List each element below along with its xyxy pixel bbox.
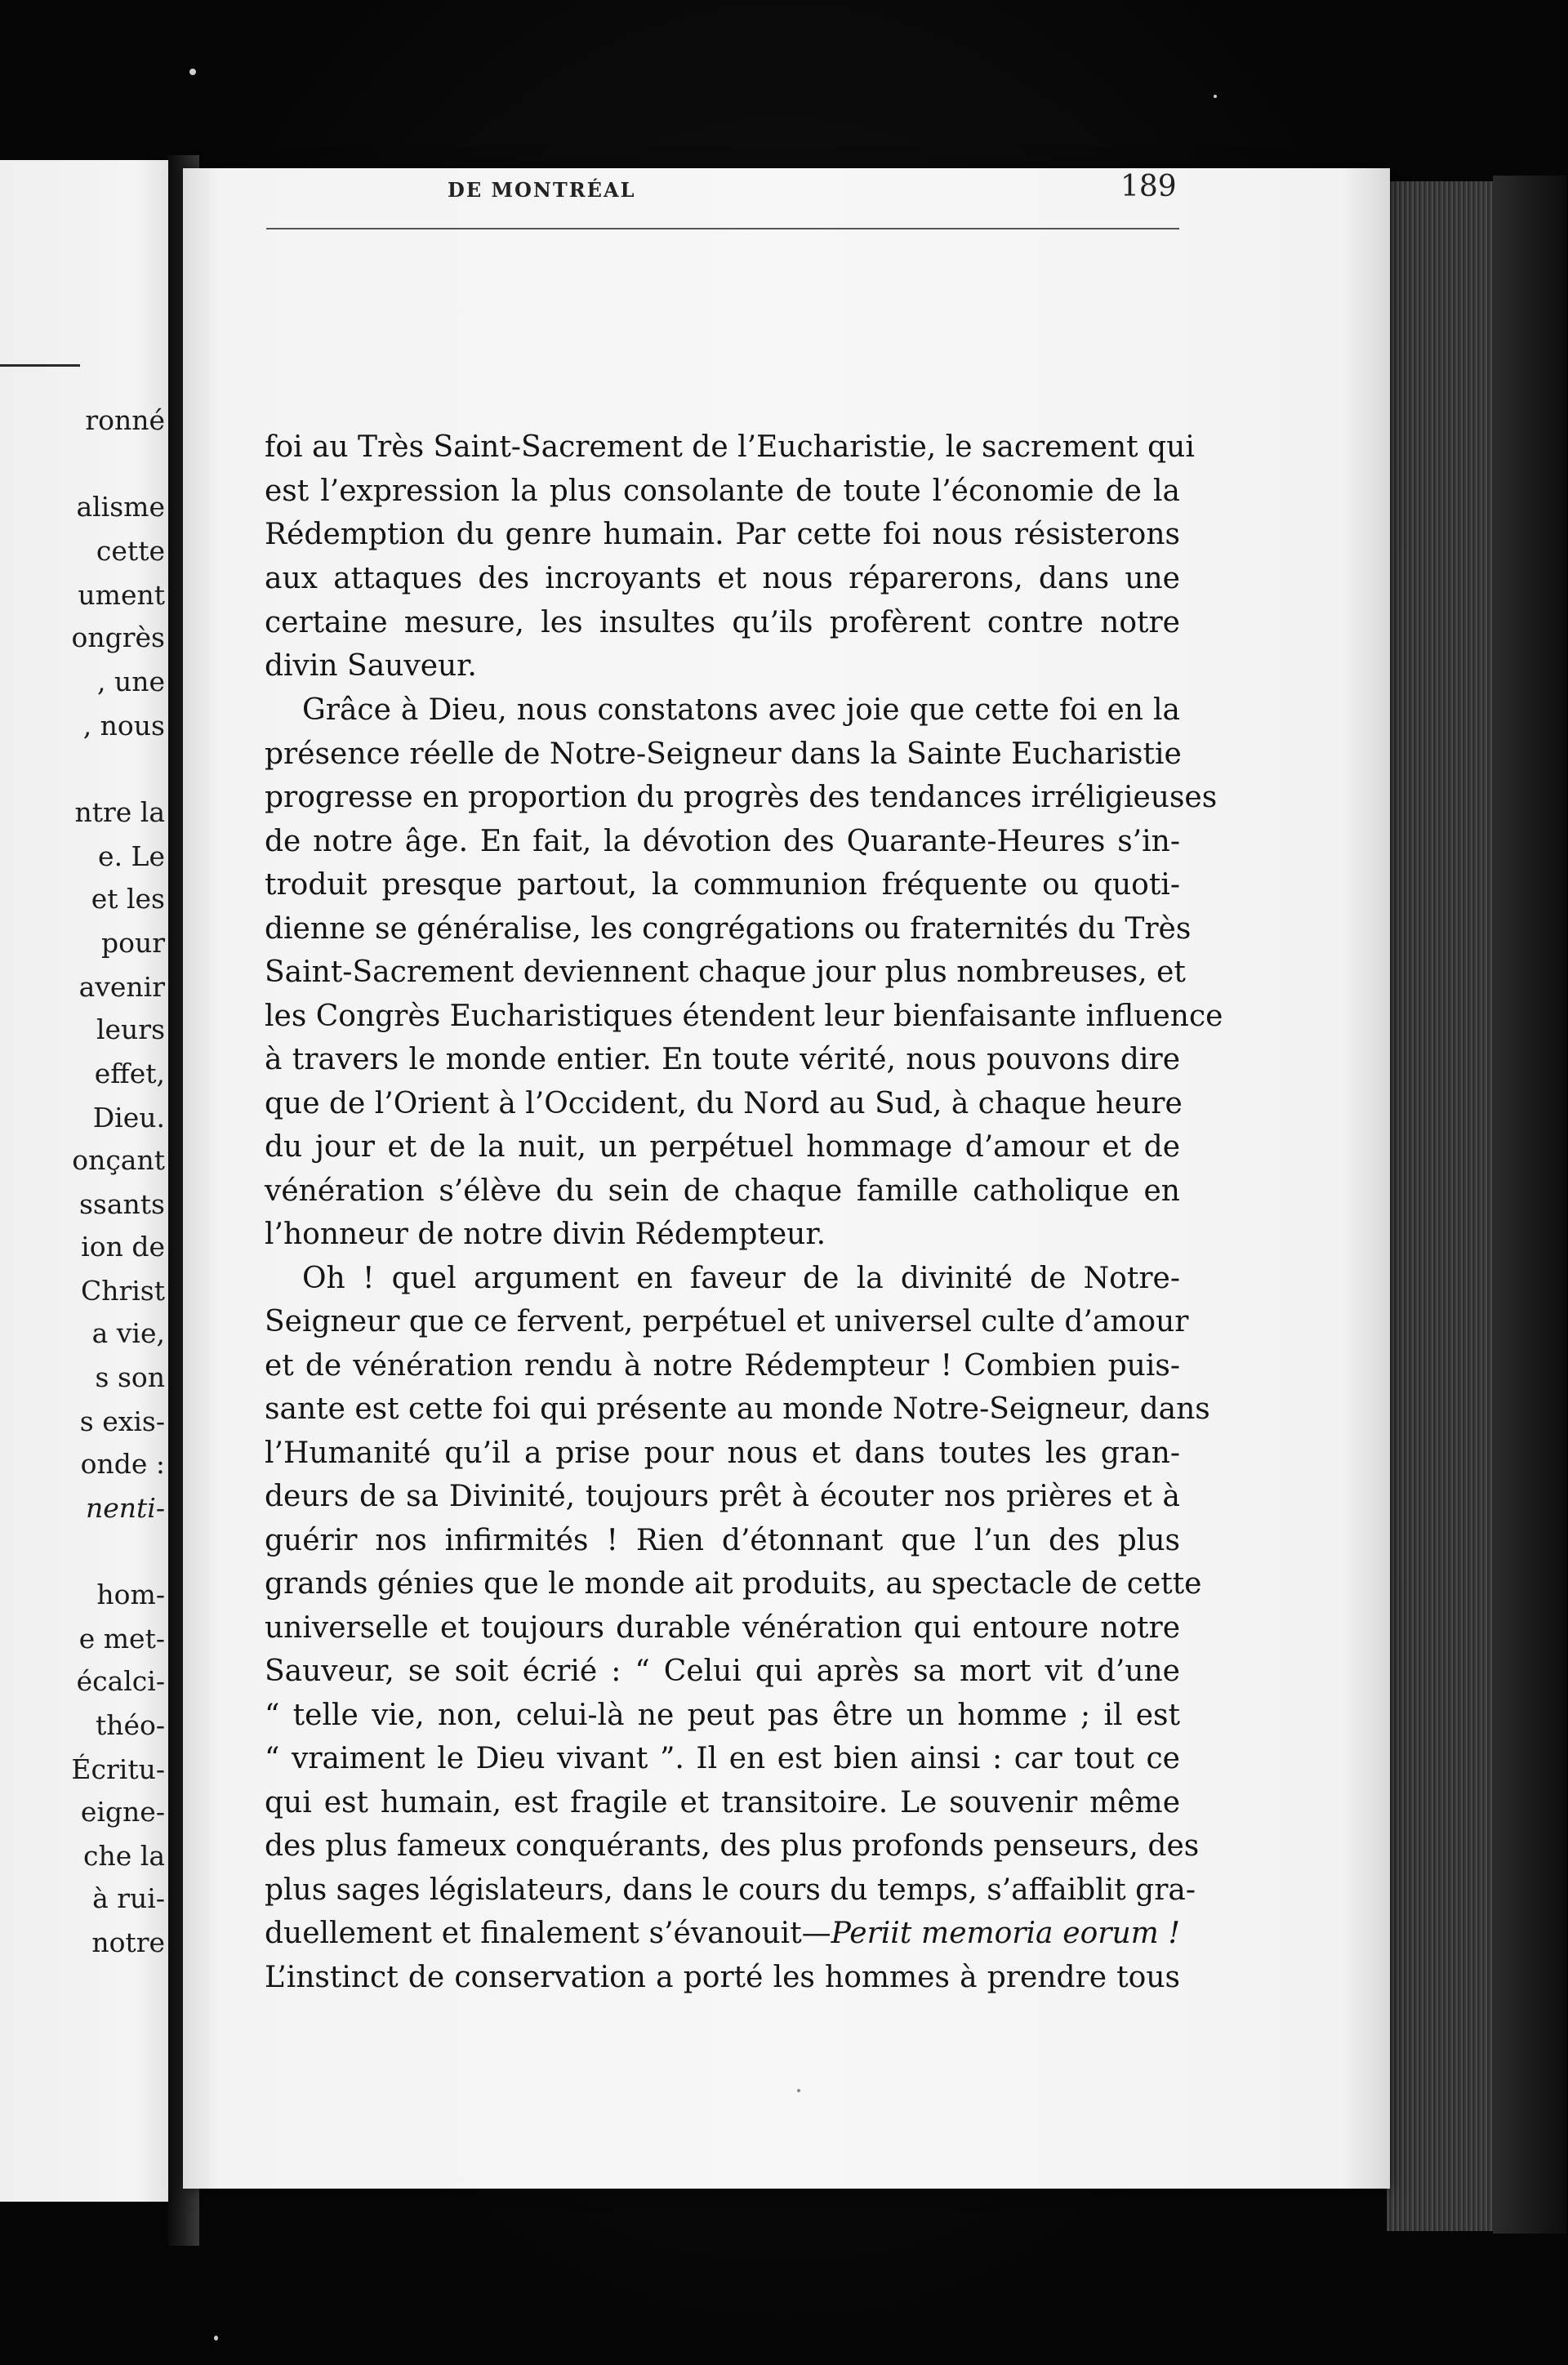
latin-quote: Periit memoria eorum ! [831,1917,1181,1950]
running-head: DE MONTRÉAL [448,178,636,202]
left-line: Écritu- [71,1753,165,1785]
left-line: pour [100,927,165,959]
text-line: les Congrès Eucharistiques étendent leur bienfaisante influence [265,1000,1223,1033]
dust-speck [189,69,196,75]
text-line: des plus fameux conquérants, des plus profonds penseurs, des [265,1829,1200,1863]
text-line: de notre âge. En fait, la dévotion des Quarante-Heures s’in- [265,825,1180,858]
text-line: progresse en proportion du progrès des tendances irréligieuses [265,781,1218,814]
left-line: ssants [79,1188,165,1220]
text-line: vénération s’élève du sein de chaque famille catholique en [265,1174,1180,1208]
left-page-rule [0,364,80,367]
header-rule [266,228,1179,229]
text-line: “ telle vie, non, celui-là ne peut pas être un homme ; il est [265,1699,1180,1732]
text-line: Sauveur, se soit écrié : “ Celui qui après sa mort vit d’une [265,1655,1180,1688]
left-line: et les [91,883,165,915]
text-line [265,1919,1180,1949]
left-line: notre [91,1926,165,1958]
text-line: dienne se généralise, les congrégations ou fraternités du Très [265,912,1192,946]
text-line: l’honneur de notre divin Rédempteur. [265,1218,826,1251]
left-line: à rui- [92,1882,165,1914]
book-cover-edge [1493,176,1566,2234]
text-line: Saint-Sacrement deviennent chaque jour plus nombreuses, et [265,955,1186,989]
left-line: hom- [96,1579,165,1610]
text-line: L’instinct de conservation a porté les hommes à prendre tous [265,1961,1180,1994]
text-line: du jour et de la nuit, un perpétuel hommage d’amour et de [265,1130,1180,1164]
text-line: que de l’Orient à l’Occident, du Nord au Sud, à chaque heure [265,1087,1183,1120]
left-line: effet, [94,1058,165,1089]
left-line: onçant [72,1144,165,1176]
dust-speck [797,2089,800,2092]
left-line: alisme [76,491,165,523]
text-line: plus sages législateurs, dans le cours du temps, s’affaiblit gra- [265,1873,1196,1907]
left-line: che la [83,1840,165,1872]
text-line: aux attaques des incroyants et nous réparerons, dans une [265,562,1180,595]
text-line: guérir nos infirmités ! Rien d’étonnant que l’un des plus [265,1524,1180,1557]
left-line: avenir [78,971,165,1003]
text-line: Oh ! quel argument en faveur de la divinité de Notre- [302,1262,1180,1295]
left-line: ronné [85,404,165,436]
left-line: s son [95,1361,165,1393]
text-line: Rédemption du genre humain. Par cette foi nous résisterons [265,518,1180,551]
text-line: “ vraiment le Dieu vivant ”. Il en est bien ainsi : car tout ce [265,1742,1180,1775]
text-run: duellement et finalement s’évanouit— [265,1917,831,1950]
text-line: présence réelle de Notre-Seigneur dans la Sainte Eucharistie [265,737,1182,771]
left-line: s exis- [79,1405,165,1437]
text-line: à travers le monde entier. En toute vérité, nous pouvons dire [265,1043,1180,1076]
left-line: onde : [80,1448,165,1480]
left-line: écalci- [76,1665,165,1697]
page-fore-edge [1387,181,1493,2231]
dust-speck [1214,95,1217,98]
text-line: qui est humain, est fragile et transitoire. Le souvenir même [265,1786,1180,1819]
left-line: ongrès [71,621,165,653]
text-line: divin Sauveur. [265,649,477,683]
left-line: théo- [95,1709,165,1741]
left-line: ument [78,579,165,611]
left-line: , une [96,666,165,697]
text-line: est l’expression la plus consolante de toute l’économie de la [265,474,1180,508]
left-line: ion de [81,1231,165,1263]
left-line: a vie, [91,1317,165,1349]
text-line: certaine mesure, les insultes qu’ils profèrent contre notre [265,606,1180,639]
left-line: Dieu. [92,1102,165,1134]
text-line: l’Humanité qu’il a prise pour nous et dans toutes les gran- [265,1436,1180,1470]
text-line: et de vénération rendu à notre Rédempteur ! Combien puis- [265,1349,1180,1383]
text-line: universelle et toujours durable vénération qui entoure notre [265,1611,1180,1645]
text-line: grands génies que le monde ait produits, au spectacle de cette [265,1567,1202,1601]
left-line: nenti- [85,1492,165,1524]
left-line: cette [96,535,165,567]
left-line: , nous [82,710,165,742]
left-line: e met- [78,1623,165,1655]
left-line: leurs [96,1013,165,1045]
left-line: Christ [80,1275,165,1307]
left-line: e. Le [98,840,165,872]
text-line: foi au Très Saint-Sacrement de l’Eucharistie, le sacrement qui [265,430,1195,464]
text-line: Seigneur que ce fervent, perpétuel et universel culte d’amour [265,1305,1189,1338]
text-line: deurs de sa Divinité, toujours prêt à écouter nos prières et à [265,1480,1180,1513]
left-line: ntre la [74,796,165,828]
left-page [0,160,170,2202]
text-line: troduit presque partout, la communion fréquente ou quoti- [265,868,1180,902]
text-line: Grâce à Dieu, nous constatons avec joie que cette foi en la [302,693,1180,727]
dust-speck [214,2336,218,2341]
left-line: eigne- [80,1796,165,1828]
page-number: 189 [1120,170,1177,203]
text-line: sante est cette foi qui présente au monde Notre-Seigneur, dans [265,1392,1210,1426]
